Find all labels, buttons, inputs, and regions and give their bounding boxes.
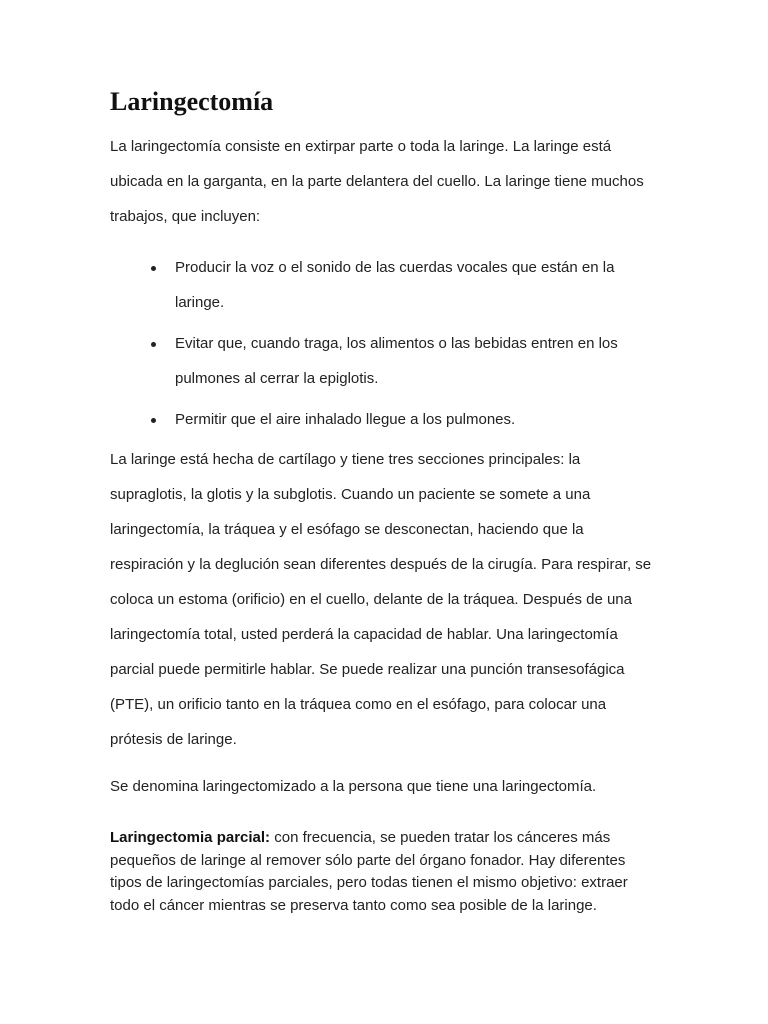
functions-list [110,250,660,443]
bullet-icon [151,418,156,423]
list-item-text: Evitar que, cuando traga, los alimentos o las bebidas entren en los pulmones al cerrar la epiglotis. [175,335,618,387]
list-item-text: Permitir que el aire inhalado llegue a los pulmones. [175,411,516,428]
anatomy-paragraph: La laringe está hecha de cartílago y tiene tres secciones principales: la supraglotis, la glotis y la subglotis. Cuando un paciente se somete a una laringectomía, la tráquea y el esófago se desconectan, haciendo que la respiración y la deglución sean diferentes después de la cirugía. Para respirar, se coloca un estoma (orificio) en el cuello, delante de la tráquea. Después de una laringectomía total, usted perderá la capacidad de hablar. Una laringectomía parcial puede permitirle hablar. Se puede realizar una punción transesofágica (PTE), un orificio tanto en la tráquea como en el esófago, para colocar una prótesis de laringe. [110,451,652,748]
list-item [110,402,660,437]
list-item-text: Producir la voz o el sonido de las cuerdas vocales que están en la laringe. [175,259,615,311]
document-title: Laringectomía [110,87,274,116]
intro-paragraph: La laringectomía consiste en extirpar parte o toda la laringe. La laringe está ubicada en la garganta, en la parte delantera del cuello. La laringe tiene muchos trabajos, que incluyen: [110,138,644,225]
list-item [110,326,660,396]
bullet-icon [151,266,156,271]
partial-laryngectomy-text: con frecuencia, se pueden tratar los cánceres más pequeños de laringe al remover sólo parte del órgano fonador. Hay diferentes tipos de laringectomías parciales, pero todas tienen el mismo objetivo: extraer todo el cáncer mientras se preserva tanto como sea posible de la laringe. [110,829,628,914]
partial-laryngectomy-paragraph [110,827,660,917]
list-item [110,250,660,320]
partial-laryngectomy-term: Laringectomia parcial: [110,829,271,846]
definition-paragraph: Se denomina laringectomizado a la persona que tiene una laringectomía. [110,778,597,795]
bullet-icon [151,342,156,347]
